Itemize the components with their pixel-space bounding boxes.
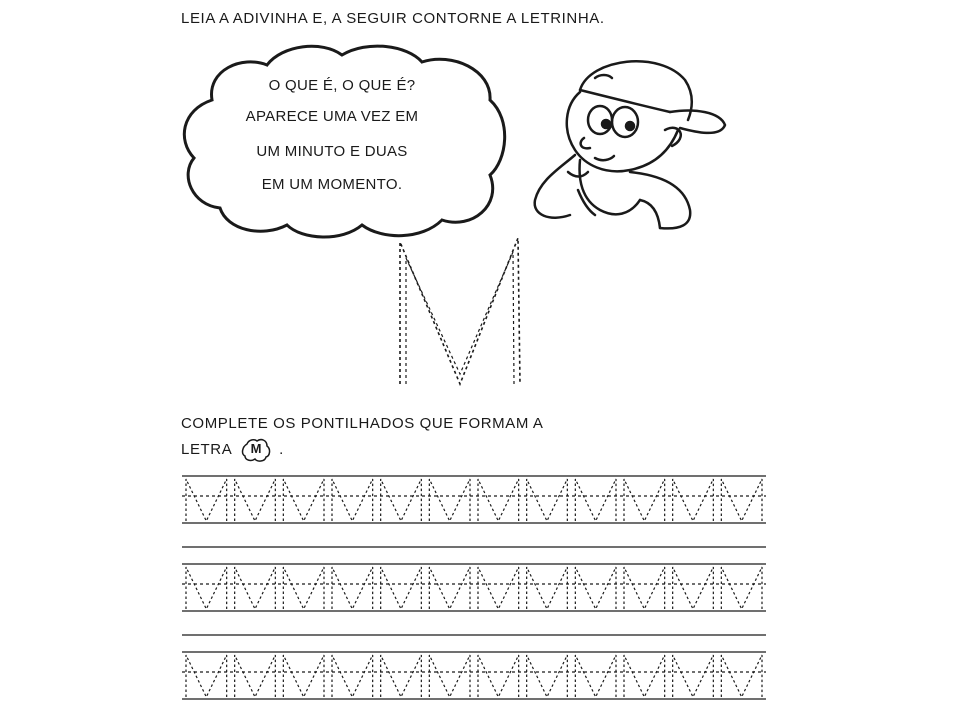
tracing-letter-m xyxy=(283,567,324,609)
tracing-letter-m xyxy=(235,479,276,521)
riddle-line-1: O QUE É, O QUE É? xyxy=(268,77,416,94)
tracing-letter-m xyxy=(527,655,568,697)
tracing-letter-m xyxy=(673,479,714,521)
tracing-letter-m xyxy=(235,655,276,697)
tracing-letter-m xyxy=(575,655,616,697)
tracing-letter-m xyxy=(429,479,470,521)
riddle-line-2: APARECE UMA VEZ EM xyxy=(245,108,419,125)
tracing-letter-m xyxy=(283,479,324,521)
tracing-letter-m xyxy=(673,655,714,697)
riddle-line-3: UM MINUTO E DUAS xyxy=(256,143,408,160)
tracing-letter-m xyxy=(429,567,470,609)
tracing-letter-m xyxy=(186,655,227,697)
tracing-letter-m xyxy=(527,567,568,609)
tracing-letter-m xyxy=(624,479,665,521)
tracing-letter-m xyxy=(381,655,422,697)
guide-lines xyxy=(182,476,766,699)
top-instruction: LEIA A ADIVINHA E, A SEGUIR CONTORNE A LETRINHA. xyxy=(181,10,605,27)
tracing-letter-m xyxy=(721,567,762,609)
tracing-letter-m xyxy=(721,479,762,521)
tracing-letter-m xyxy=(478,479,519,521)
tracing-letter-m xyxy=(332,567,373,609)
tracing-letter-m xyxy=(478,655,519,697)
tracing-letter-m xyxy=(527,479,568,521)
tracing-letter-m xyxy=(332,479,373,521)
tracing-letter-m xyxy=(235,567,276,609)
tracing-letter-m xyxy=(381,479,422,521)
tracing-letter-m xyxy=(186,567,227,609)
tracing-letter-m xyxy=(429,655,470,697)
tracing-letter-m xyxy=(332,655,373,697)
tracing-letter-m xyxy=(624,567,665,609)
tracing-letter-m xyxy=(721,655,762,697)
tracing-letter-m xyxy=(575,567,616,609)
letter-badge-text: M xyxy=(250,441,263,456)
tracing-letter-m xyxy=(381,567,422,609)
tracing-letter-m xyxy=(673,567,714,609)
bottom-instruction-suffix: . xyxy=(279,440,284,458)
riddle-line-4: EM UM MOMENTO. xyxy=(261,176,403,193)
tracing-letter-m xyxy=(575,479,616,521)
tracing-letter-m xyxy=(283,655,324,697)
tracing-letter-m xyxy=(478,567,519,609)
tracing-letters xyxy=(186,479,762,697)
bottom-instruction-line-1: COMPLETE OS PONTILHADOS QUE FORMAM A xyxy=(181,415,544,432)
tracing-letter-m xyxy=(186,479,227,521)
tracing-letter-m xyxy=(624,655,665,697)
bottom-instruction-prefix: LETRA xyxy=(181,440,232,458)
